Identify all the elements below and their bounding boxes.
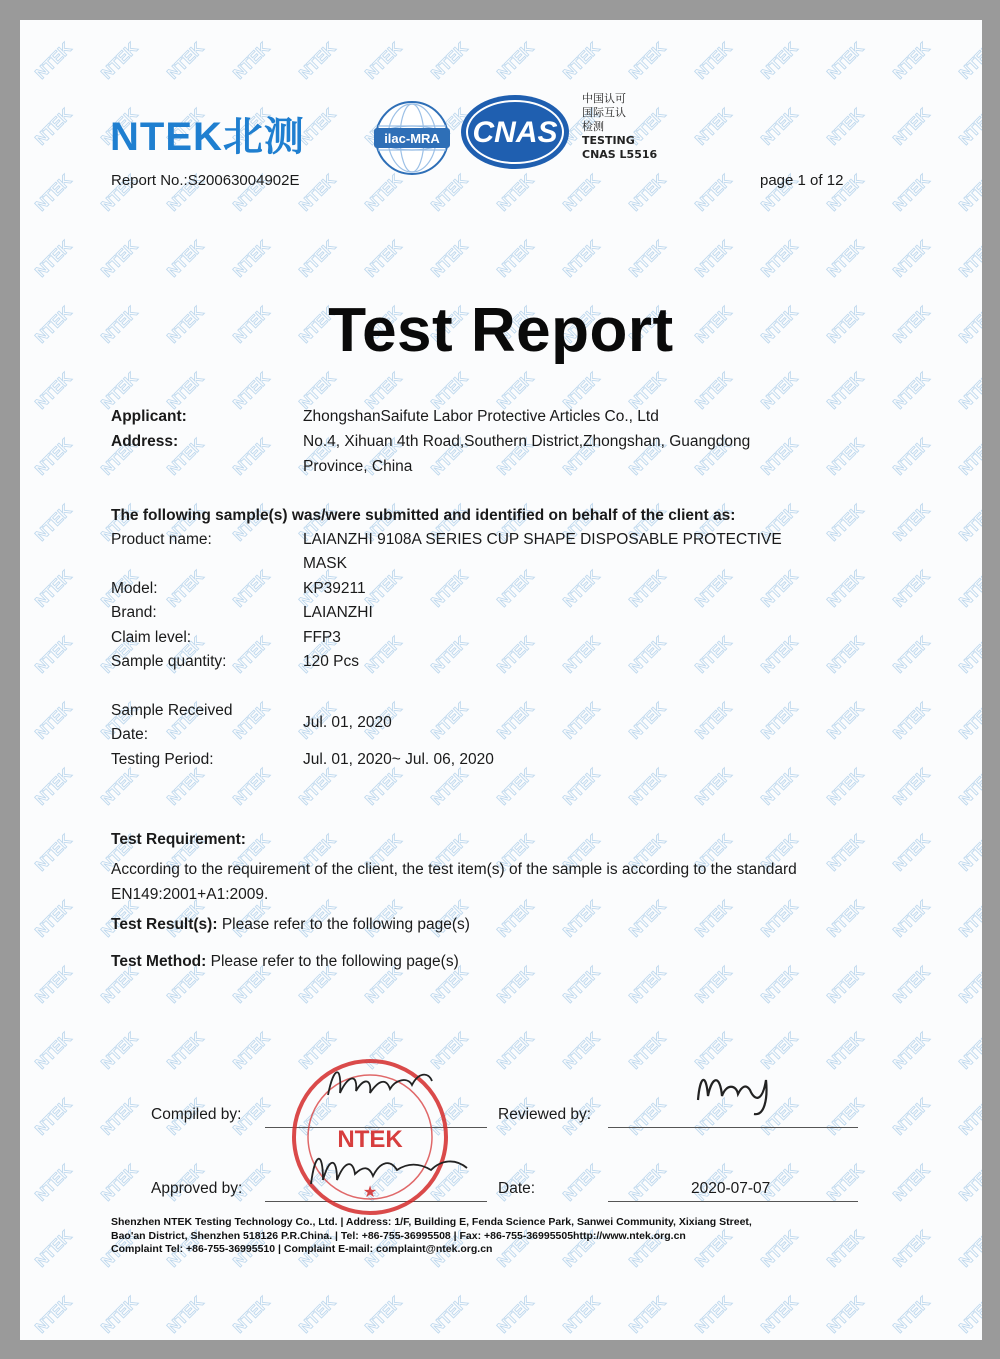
ntek-logo-cn: 北测 <box>222 115 305 159</box>
cnas-line: TESTING <box>582 134 635 147</box>
brand-value: LAIANZHI <box>303 604 373 621</box>
watermark-pattern <box>20 20 982 1340</box>
test-requirement-text <box>111 857 891 907</box>
cnas-label: CNAS <box>472 116 558 149</box>
claim-level-value: FFP3 <box>303 629 341 646</box>
compiled-by-label: Compiled by: <box>151 1106 242 1123</box>
date-line <box>608 1201 858 1202</box>
reviewed-by-signature <box>692 1060 782 1120</box>
cnas-line: 国际互认 <box>582 106 626 119</box>
claim-level-label: Claim level: <box>111 629 192 646</box>
stamp-text: NTEK <box>337 1126 403 1153</box>
test-method-label: Test Method: <box>111 953 207 970</box>
ilac-mra-logo <box>372 98 452 178</box>
cnas-line: CNAS L5516 <box>582 148 658 161</box>
footer-line: Bao'an District, Shenzhen 518126 P.R.China. | Tel: +86-755-36995508 | Fax: +86-755-36995505http://www.ntek.org.cn <box>111 1229 686 1242</box>
cnas-line: 中国认可 <box>582 92 626 105</box>
sample-received-label: Sample Received <box>111 702 233 719</box>
approved-by-signature <box>305 1140 475 1200</box>
ntek-logo <box>110 105 305 162</box>
applicant-label: Applicant: <box>111 408 187 425</box>
testing-period-value: Jul. 01, 2020~ Jul. 06, 2020 <box>303 751 494 768</box>
brand-label: Brand: <box>111 604 157 621</box>
product-name-value-cont: MASK <box>303 555 347 572</box>
sample-received-value: Jul. 01, 2020 <box>303 714 392 731</box>
test-result-label: Test Result(s): <box>111 916 218 933</box>
address-line-1: No.4, Xihuan 4th Road,Southern District,Zhongshan, Guangdong <box>303 433 751 450</box>
testing-period-label: Testing Period: <box>111 751 214 768</box>
company-footer <box>111 1216 871 1257</box>
ilac-label: ilac-MRA <box>384 131 440 146</box>
footer-line: Complaint Tel: +86-755-36995510 | Complaint E-mail: complaint@ntek.org.cn <box>111 1243 493 1255</box>
ntek-logo-en: NTEK <box>110 115 223 159</box>
page-title: Test Report <box>328 296 674 365</box>
requirement-line: According to the requirement of the client, the test item(s) of the sample is according to the standard <box>111 861 797 878</box>
sample-quantity-label: Sample quantity: <box>111 653 227 670</box>
date-label: Date: <box>498 1180 536 1197</box>
footer-line: Shenzhen NTEK Testing Technology Co., Ltd. | Address: 1/F, Building E, Fenda Science Park, Sanwei Community, Xixiang Street, <box>111 1216 752 1228</box>
report-number: Report No.:S20063004902E <box>111 172 300 189</box>
sample-quantity-value: 120 Pcs <box>303 653 360 670</box>
cnas-logo <box>458 92 572 172</box>
svg-text:★: ★ <box>362 1182 378 1201</box>
approved-by-label: Approved by: <box>151 1180 243 1197</box>
test-method <box>111 953 459 971</box>
reviewed-by-label: Reviewed by: <box>498 1106 592 1123</box>
page-number: page 1 of 12 <box>760 172 844 189</box>
date-value: 2020-07-07 <box>691 1180 771 1197</box>
test-requirement-heading: Test Requirement: <box>111 831 246 848</box>
model-value: KP39211 <box>303 580 366 597</box>
test-result <box>111 916 470 934</box>
compiled-by-signature <box>320 1055 440 1115</box>
cnas-accreditation-text <box>582 92 657 162</box>
test-method-value: Please refer to the following page(s) <box>210 953 459 970</box>
product-name-label: Product name: <box>111 531 212 548</box>
report-sheet <box>20 20 982 1340</box>
sample-received-label-cont: Date: <box>111 726 149 743</box>
model-label: Model: <box>111 580 158 597</box>
sample-intro: The following sample(s) was/were submitted and identified on behalf of the client as: <box>111 507 736 524</box>
address-label: Address: <box>111 433 179 450</box>
test-result-value: Please refer to the following page(s) <box>221 916 470 933</box>
address-line-2: Province, China <box>303 458 413 475</box>
cnas-line: 检测 <box>582 120 604 133</box>
applicant-value: ZhongshanSaifute Labor Protective Articles Co., Ltd <box>303 408 659 425</box>
reviewed-by-line <box>608 1127 858 1128</box>
product-name-value: LAIANZHI 9108A SERIES CUP SHAPE DISPOSABLE PROTECTIVE <box>303 531 782 548</box>
requirement-line: EN149:2001+A1:2009. <box>111 886 269 903</box>
